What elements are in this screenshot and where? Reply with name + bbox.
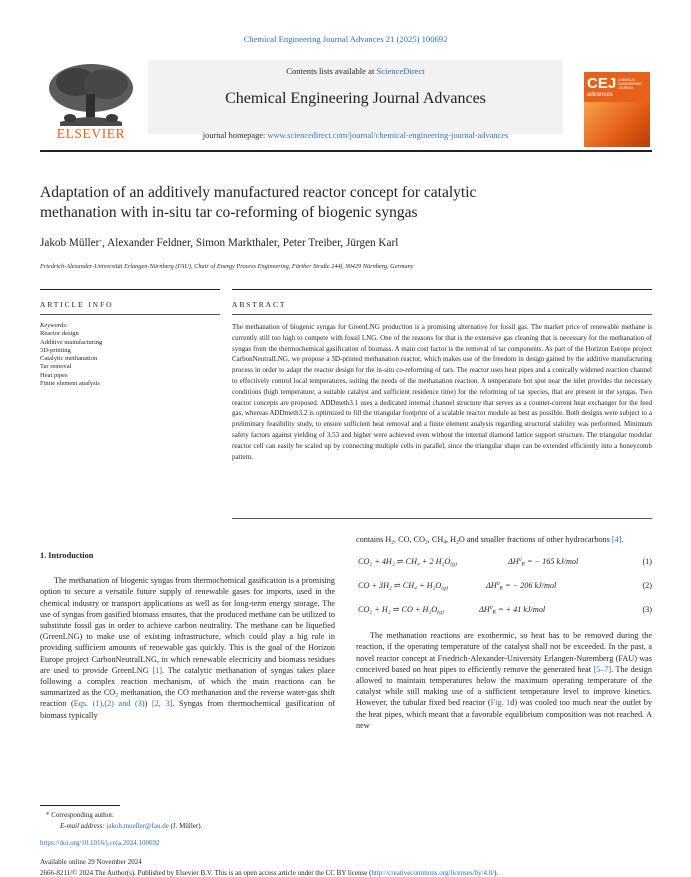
equation-lhs: CO + 3H₂ ⇌ CH₄ + H₂O <box>358 581 442 591</box>
keywords-label: Keywords: <box>40 322 68 329</box>
citation-link[interactable]: [1] <box>152 665 163 675</box>
keyword-item: Reactor design <box>40 330 79 338</box>
keyword-item: Finite element analysis <box>40 380 100 388</box>
abstract-rule-top <box>232 289 652 290</box>
equation-number: (1) <box>642 557 652 567</box>
intro-text: . Syngas from thermochemical gasification of biomass typically <box>40 699 336 720</box>
journal-homepage <box>148 131 563 140</box>
cover-journal-name: CHEMICAL ENGINEERING JOURNAL <box>618 78 642 90</box>
title-line-2: methanation with in-situ tar co-reforming of biogenic syngas <box>40 204 418 221</box>
elsevier-wordmark: ELSEVIER <box>56 126 126 141</box>
intro-text: methanation, the CO methanation and the reverse water-gas shift reaction ( <box>40 688 335 709</box>
abstract-rule-bottom <box>232 518 652 519</box>
available-online: Available online 29 November 2024 <box>40 858 142 866</box>
journal-reference[interactable]: Chemical Engineering Journal Advances 21 (2025) 100692 <box>243 34 448 44</box>
figure-link[interactable]: Fig. 1 <box>490 698 511 708</box>
email-line: E-mail address: jakob.mueller@fau.de (J. Müller). <box>60 821 203 830</box>
equation-lhs: CO₂ + 4H₂ ⇌ CH₄ + 2 H₂O <box>358 557 451 567</box>
equation-1: CO₂ + 4H₂ ⇌ CH₄ + 2 $H_2O_{(g)}$ $\Delta H^0_R$ = − 165 kJ/mol (1) <box>358 557 652 568</box>
equation-2: CO + 3H₂ ⇌ $CH_4 + H_2O_{(g)}$ $\Delta H^0_R$ = − 206 kJ/mol (2) <box>358 581 652 592</box>
author-name[interactable]: Alexander Feldner <box>107 237 191 249</box>
license-link[interactable]: http://creativecommons.org/licenses/by/4.0/ <box>371 869 495 877</box>
journal-title: Chemical Engineering Journal Advances <box>225 90 486 107</box>
homepage-prefix: journal homepage: <box>202 131 268 140</box>
author-name[interactable]: Jürgen Karl <box>346 237 399 249</box>
contents-prefix: Contents lists available at <box>286 66 377 76</box>
keyword-item: 3D-printing <box>40 346 71 354</box>
corresponding-author-mark[interactable]: * <box>99 239 103 245</box>
corresponding-label: * Corresponding author. <box>46 811 114 819</box>
email-link[interactable]: jakob.mueller@fau.de <box>106 821 169 830</box>
intro-paragraph: The methanation of biogenic syngas from thermochemical gasification is a promising option to secure a versatile future supply of renewable gases for imports, used in the chemical industry or transport applications as well as for long-term energy storage. The use of syngas from gasified biomass ensures, that the produced methane can be utilized to substitute fossil gas in order to achieve carbon neutrality. The methane can be liquefied (GreenLNG) to make use of existing infrastructure, which could play a big role in providing sufficient amounts of renewable gas quickly. This is the goal of the Horizon Europe project CarbonNeutralLNG, in which renewable electricity and biomass residues are used to provide GreenLNG [1]. The catalytic methanation of syngas takes place following a complex reaction mechanism, of which the main reactions can be summarized as the $CO_2$ methanation, the CO methanation and the reverse water-gas shift reaction (Eqs. (1),(2) and (3)) [2, 3]. Syngas from thermochemical gasification of biomass typically <box>40 576 336 720</box>
abstract-heading: ABSTRACT <box>232 300 287 309</box>
footnote-rule <box>40 805 120 806</box>
author-name[interactable]: Simon Markthaler <box>195 237 278 249</box>
keyword-item: Catalytic methanation <box>40 355 98 363</box>
keyword-item: Heat pipes <box>40 371 68 379</box>
license-line: 2666-8211/© 2024 The Author(s). Published by Elsevier B.V. This is an open access article under the CC BY license (http://creativecommons.org/licenses/by/4.0/). <box>40 869 499 877</box>
article-info-rule-top <box>40 289 220 290</box>
sciencedirect-link[interactable]: ScienceDirect <box>376 66 425 76</box>
cover-image <box>584 102 650 147</box>
homepage-link[interactable]: www.sciencedirect.com/journal/chemical-engineering-journal-advances <box>267 131 509 140</box>
citation-link[interactable]: [5–7] <box>593 664 612 674</box>
author-list: Jakob Müller*, Alexander Feldner, Simon Markthaler, Peter Treiber, Jürgen Karl <box>40 237 399 249</box>
methanation-paragraph: The methanation reactions are exothermic, so heat has to be removed during the reaction, if the operating temperature of the catalyst shall not be exceeded. In the past, a novel reactor concept at Friedrich-Alexander-University Erlangen-Nuremberg (FAU) was conceived based on heat pipes to efficiently remove the generated heat [5–7]. The design allowed to maintain temperatures below the maximum operating temperature of the catalyst while still making use of a sufficient temperature level to improve kinetics. However, the tubular fixed bed reactor (Fig. 1d) was cooled too much near the outlet by the heat pipes, which meant that a favorable equilibrium composition was not reached. A new <box>356 631 652 730</box>
intro-text: ) <box>144 699 152 709</box>
right-column <box>356 534 652 731</box>
introduction-heading: 1. Introduction <box>40 551 94 560</box>
keyword-item: Additive manufacturing <box>40 338 103 346</box>
title-line-1: Adaptation of an additively manufactured reactor concept for catalytic <box>40 184 477 201</box>
article-info-rule <box>40 314 220 315</box>
introduction-section <box>40 550 335 721</box>
corresponding-author-footnote <box>40 810 335 831</box>
article-info-heading: ARTICLE INFO <box>40 300 114 309</box>
author-name[interactable]: Peter Treiber <box>282 237 341 249</box>
equation-number: (2) <box>642 581 652 591</box>
abstract-text: The methanation of biogenic syngas for GreenLNG production is a promising alternative for fossil gas. The market price of renewable methane is currently still too high to compete with fossil LNG. One of the reasons for that is the extensive gas cleaning that is necessary for the methanation of syngas from the thermochemical gasification of biomass. A main cost factor is the removal of tar components. As part of the Horizon Europe project CarbonNeutralLNG, we propose a 3D-printed methanation reactor, which makes use of the freedom in design gained by the additive manufacturing process in order to adapt the reactor design for the in-situ co-reforming of tars. The reactor uses heat pipes and a conically widened reaction channel to effectively control local temperatures, suiting the needs of the methanation reaction. A temperature hot spot near the inlet provides the necessary conditions (high temperature, a suitable catalyst and sufficient residence time) for the reforming of tar species, that are present in the syngas. Two reactor concepts are proposed. ADDmeth3.1 uses a dedicated internal channel structure that serves as a counter-current heat exchanger for the feed gas, whereas ADDmeth3.2 is optimized to fill the triangular footprint of a scalable reactor module as best as possible. Both designs were subject to a preliminary feasibility study, to ensure sufficient heat removal and a finite element analysis regarding structural stability was performed. Minimum safety factors against yielding of 3.53 and higher were achieved even without the internal diamond lattice support structure. The triangular modular reactor cell can easily be scaled up by connecting multiple cells in parallel, since the triangular shape can be extended efficiently into a honeycomb pattern. <box>232 323 652 461</box>
elsevier-logo <box>40 60 142 146</box>
equation-number: (3) <box>642 605 652 615</box>
cover-subtitle: advances <box>587 92 613 98</box>
keyword-item: Tar removal <box>40 363 72 371</box>
header-rule <box>40 150 652 152</box>
contents-line <box>148 66 563 76</box>
citation-link[interactable]: [4] <box>611 535 622 544</box>
affiliation: Friedrich-Alexander-Universität Erlangen-Nürnberg (FAU), Chair of Energy Process Engineering, Fürther Straße 244f, 90429 Nürnberg, Germany <box>40 263 414 270</box>
article-title <box>40 183 650 223</box>
equation-lhs: CO₂ + H₂ ⇌ CO + H₂O <box>358 605 438 615</box>
cover-brand: CEJ <box>587 75 617 92</box>
keywords-block <box>40 322 220 388</box>
syngas-composition-text: contains $H_2$, CO, $CO_2$, $CH_4$, $H_2O$ and smaller fractions of other hydrocarbons [4]. <box>356 535 624 546</box>
equation-link[interactable]: Eqs. (1),(2) and (3) <box>73 699 145 709</box>
abstract-rule <box>232 314 652 315</box>
doi-link[interactable]: https://doi.org/10.1016/j.ceja.2024.100692 <box>40 839 160 847</box>
journal-cover[interactable] <box>584 72 650 147</box>
author-name[interactable]: Jakob Müller <box>40 237 100 249</box>
intro-text: The methanation of biogenic syngas from thermochemical gasification is a promising option to secure a versatile future supply of renewable gases for imports, used in the chemical industry or transport applications as well as for long-term energy storage. The use of syngas from gasified biomass ensures, that the produced methane can be utilized to substitute fossil gas in order to achieve carbon neutrality. The methane can be liquefied (GreenLNG) to make use of existing infrastructure, which could play a big role in providing sufficient amounts of renewable gas quickly. This is the goal of the Horizon Europe project CarbonNeutralLNG, in which renewable electricity and biomass residues are used to provide GreenLNG <box>40 576 335 675</box>
equation-3: CO₂ + H₂ ⇌ CO + $H_2O_{(g)}$ $\Delta H^0_R$ = + 41 kJ/mol (3) <box>358 605 652 616</box>
citation-link[interactable]: [2, 3] <box>151 699 173 709</box>
intro-text: . The catalytic methanation of syngas takes place following a complex reaction mechanism, of which the main reactions can be summarized as the CO <box>40 665 335 698</box>
